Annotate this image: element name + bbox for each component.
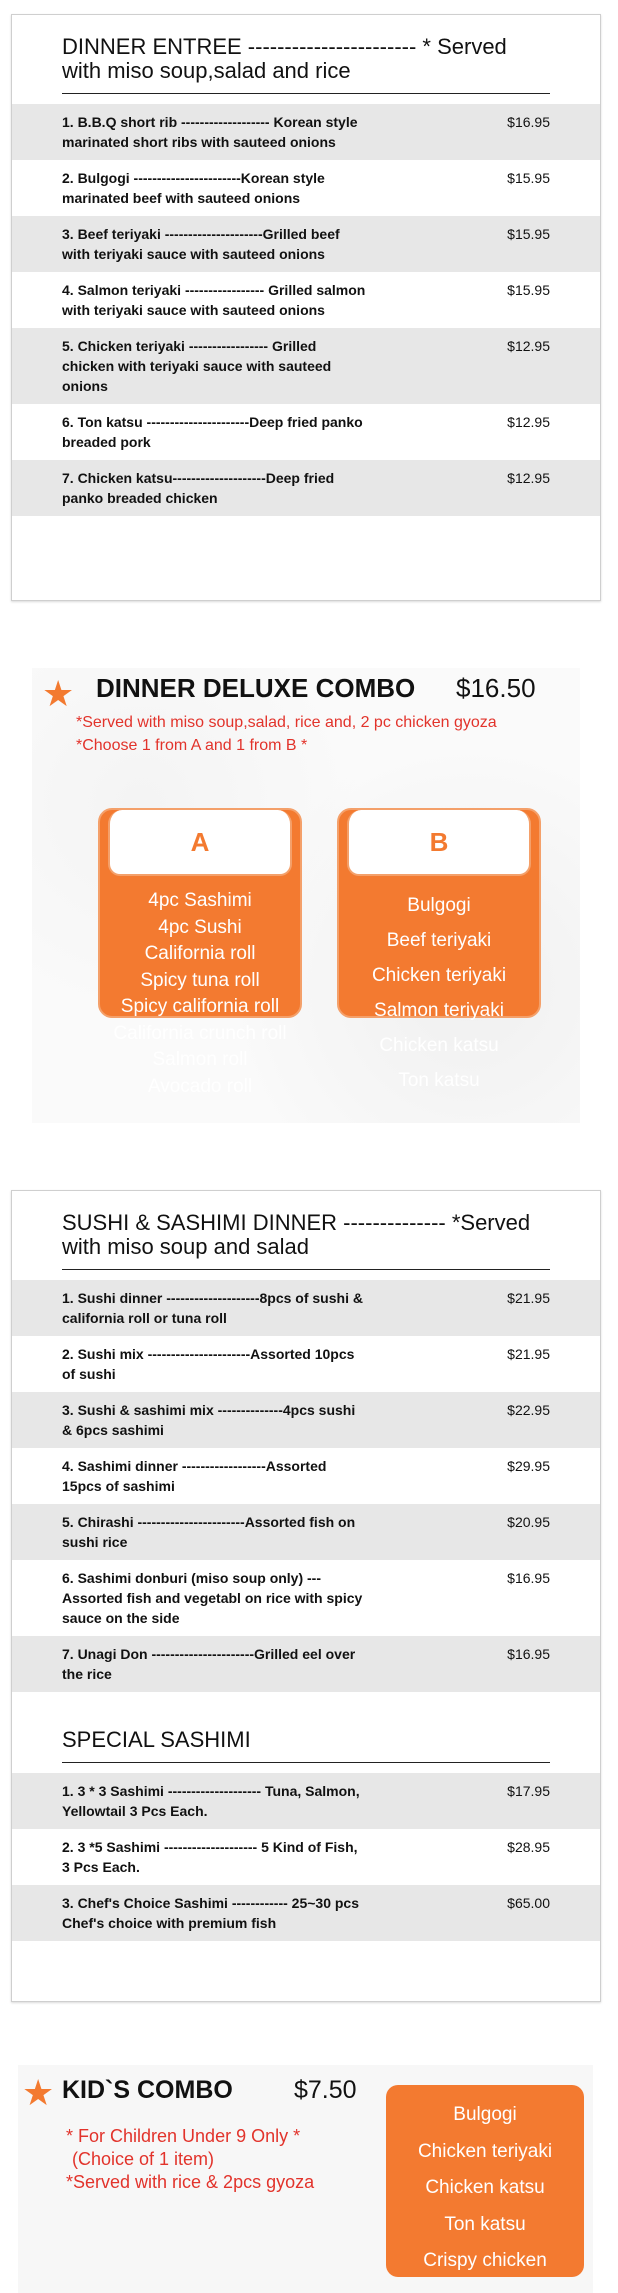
menu-row	[12, 160, 600, 216]
menu-item-price: $16.95	[507, 1570, 550, 1586]
menu-row	[12, 1829, 600, 1885]
dinner-entree-title: DINNER ENTREE ----------------------- * Served with miso soup,salad and rice	[62, 35, 550, 94]
menu-row	[12, 1560, 600, 1636]
deluxe-combo-note: *Served with miso soup,salad, rice and, 2 pc chicken gyoza	[76, 714, 497, 731]
menu-item-price: $15.95	[507, 226, 550, 242]
combo-item: Chicken teriyaki	[371, 965, 507, 986]
menu-item-desc: 3. Beef teriyaki ---------------------Grilled beef with teriyaki sauce with sauteed onions	[62, 226, 340, 262]
menu-item-price: $20.95	[507, 1514, 550, 1530]
menu-item-price: $16.95	[507, 1646, 550, 1662]
kid-combo-note: (Choice of 1 item)	[72, 2149, 215, 2169]
combo-item: 4pc Sushi	[158, 916, 242, 938]
combo-group-b	[337, 808, 541, 1091]
menu-row	[12, 272, 600, 328]
menu-item-price: $16.95	[507, 114, 550, 130]
sushi-dinner-list	[12, 1280, 600, 1692]
menu-item-desc: 1. Sushi dinner --------------------8pcs of sushi & california roll or tuna roll	[62, 1290, 363, 1326]
menu-item-price: $65.00	[507, 1895, 550, 1911]
sushi-dinner-card	[11, 1190, 601, 2002]
menu-item-desc: 6. Sashimi donburi (miso soup only) --- Assorted fish and vegetabl on rice with spicy sauce on the side	[62, 1570, 363, 1626]
menu-item-price: $29.95	[507, 1458, 550, 1474]
deluxe-combo-image	[32, 668, 580, 1123]
menu-row	[12, 1336, 600, 1392]
menu-item-price: $21.95	[507, 1290, 550, 1306]
menu-item-price: $22.95	[507, 1402, 550, 1418]
menu-item-desc: 2. 3 *5 Sashimi -------------------- 5 Kind of Fish, 3 Pcs Each.	[62, 1839, 358, 1875]
menu-item-desc: 4. Sashimi dinner ------------------Assorted 15pcs of sashimi	[62, 1458, 327, 1494]
sushi-dinner-title: SUSHI & SASHIMI DINNER -------------- *Served with miso soup and salad	[62, 1211, 550, 1270]
combo-item: California roll	[144, 943, 256, 964]
combo-item: Avocado roll	[147, 1075, 253, 1097]
deluxe-combo-price: $16.50	[456, 673, 536, 703]
combo-group-a-label: A	[108, 810, 292, 876]
combo-group-b-label: B	[347, 810, 531, 876]
special-sashimi-title: SPECIAL SASHIMI	[62, 1728, 550, 1763]
menu-row	[12, 1280, 600, 1336]
combo-group-a-items	[100, 888, 300, 1100]
menu-item-price: $15.95	[507, 170, 550, 186]
menu-row	[12, 1636, 600, 1692]
menu-item-desc: 7. Unagi Don ----------------------Grilled eel over the rice	[62, 1646, 356, 1682]
menu-item-desc: 2. Bulgogi -----------------------Korean style marinated beef with sauteed onions	[62, 170, 325, 206]
menu-row	[12, 460, 600, 516]
menu-item-price: $15.95	[507, 282, 550, 298]
menu-item-desc: 5. Chicken teriyaki ----------------- Grilled chicken with teriyaki sauce with sauteed onions	[62, 338, 332, 394]
combo-item: Spicy california roll	[120, 996, 280, 1017]
menu-item-price: $12.95	[507, 470, 550, 486]
kid-combo-note: * For Children Under 9 Only *	[66, 2126, 301, 2146]
menu-row	[12, 404, 600, 460]
menu-item-desc: 1. 3 * 3 Sashimi -------------------- Tuna, Salmon, Yellowtail 3 Pcs Each.	[62, 1783, 360, 1819]
combo-item: Salmon roll	[152, 1049, 248, 1070]
kid-combo-price: $7.50	[294, 2076, 357, 2104]
menu-item-desc: 5. Chirashi -----------------------Assorted fish on sushi rice	[62, 1514, 356, 1550]
combo-group-a	[98, 808, 302, 1097]
dinner-entree-card	[11, 14, 601, 601]
combo-item: Spicy tuna roll	[140, 969, 260, 991]
menu-item-price: $17.95	[507, 1783, 550, 1799]
menu-item-desc: 7. Chicken katsu--------------------Deep fried panko breaded chicken	[62, 470, 335, 506]
kid-combo-item: Chicken teriyaki	[417, 2140, 553, 2162]
menu-row	[12, 328, 600, 404]
star-icon: ★	[42, 673, 75, 714]
dinner-entree-list	[12, 104, 600, 516]
menu-item-desc: 3. Chef's Choice Sashimi ------------ 25~30 pcs Chef's choice with premium fish	[62, 1895, 359, 1931]
menu-item-desc: 6. Ton katsu ----------------------Deep fried panko breaded pork	[62, 414, 363, 450]
combo-item: Ton katsu	[398, 1070, 480, 1091]
menu-item-desc: 3. Sushi & sashimi mix --------------4pcs sushi & 6pcs sashimi	[62, 1402, 356, 1438]
deluxe-combo-title: DINNER DELUXE COMBO	[96, 673, 416, 703]
menu-row	[12, 1885, 600, 1941]
combo-group-b-items	[339, 888, 539, 1098]
combo-item: Salmon teriyaki	[374, 1000, 504, 1021]
menu-row	[12, 216, 600, 272]
star-icon: ★	[22, 2072, 55, 2113]
combo-item: California crunch roll	[113, 1022, 287, 1044]
menu-row	[12, 104, 600, 160]
menu-item-price: $12.95	[507, 338, 550, 354]
combo-item: 4pc Sashimi	[148, 890, 252, 911]
kid-combo-note: *Served with rice & 2pcs gyoza	[66, 2172, 315, 2192]
menu-item-desc: 2. Sushi mix ----------------------Assorted 10pcs of sushi	[62, 1346, 355, 1382]
kid-combo-title: KID`S COMBO	[62, 2076, 233, 2104]
kid-combo-item: Ton katsu	[444, 2213, 526, 2235]
menu-item-desc: 1. B.B.Q short rib ------------------- Korean style marinated short ribs with sauteed onions	[62, 114, 358, 150]
combo-item: Chicken katsu	[379, 1035, 499, 1056]
combo-item: Bulgogi	[407, 895, 471, 916]
menu-item-desc: 4. Salmon teriyaki ----------------- Grilled salmon with teriyaki sauce with sauteed onions	[62, 282, 366, 318]
combo-item: Beef teriyaki	[386, 930, 492, 951]
special-sashimi-list	[12, 1773, 600, 1941]
deluxe-combo-note: *Choose 1 from A and 1 from B *	[76, 737, 308, 754]
menu-item-price: $12.95	[507, 414, 550, 430]
menu-row	[12, 1392, 600, 1448]
kid-combo-item: Crispy chicken	[423, 2250, 547, 2271]
kid-combo-item: Chicken katsu	[425, 2177, 545, 2198]
menu-item-price: $21.95	[507, 1346, 550, 1362]
menu-row	[12, 1773, 600, 1829]
menu-row	[12, 1504, 600, 1560]
kid-combo-items	[386, 2085, 584, 2277]
kid-combo-item: Bulgogi	[453, 2104, 517, 2125]
menu-row	[12, 1448, 600, 1504]
menu-item-price: $28.95	[507, 1839, 550, 1855]
